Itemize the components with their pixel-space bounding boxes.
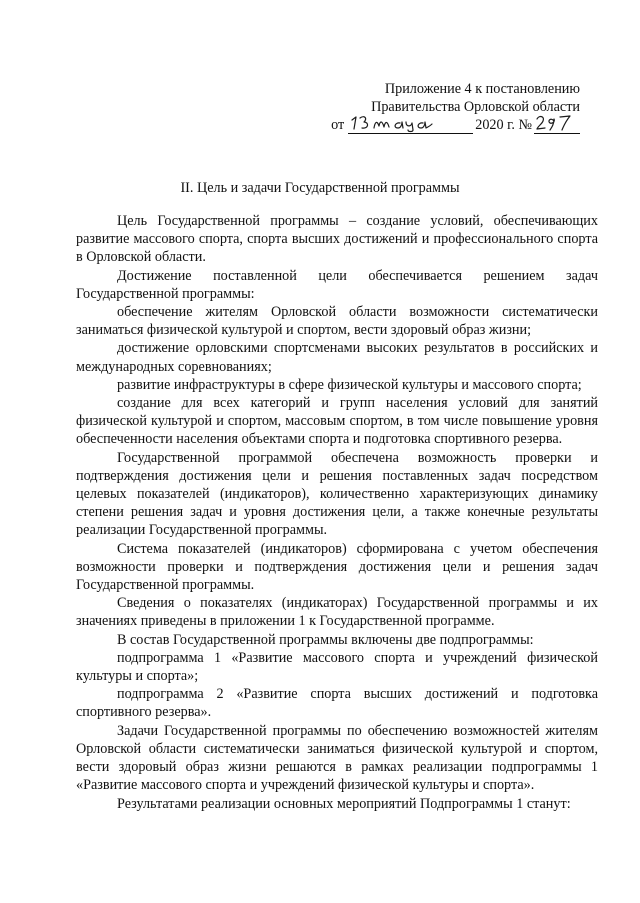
paragraph: создание для всех категорий и групп населения условий для занятий физической культурой и спортом, массовым спортом, в том числе повышение уровня обеспеченности населения объектами спорта и подготовка спортивного резерва. bbox=[76, 395, 598, 448]
appendix-header bbox=[331, 80, 580, 134]
paragraph: развитие инфраструктуры в сфере физической культуры и массового спорта; bbox=[117, 376, 582, 393]
decree-date-number-line bbox=[331, 116, 580, 134]
paragraph: подпрограмма 1 «Развитие массового спорта и учреждений физической культуры и спорта»; bbox=[76, 649, 598, 685]
handwritten-date-ink bbox=[348, 114, 473, 132]
paragraph: Цель Государственной программы – создание условий, обеспечивающих развитие массового спорта, спорта высших достижений и профессионального спорта в Орловской области. bbox=[76, 213, 598, 266]
section-title: II. Цель и задачи Государственной программы bbox=[180, 180, 460, 196]
paragraph: подпрограмма 2 «Развитие спорта высших достижений и подготовка спортивного резерва». bbox=[76, 686, 598, 721]
handwritten-date bbox=[348, 116, 473, 134]
paragraph: Результатами реализации основных мероприятий Подпрограммы 1 станут: bbox=[117, 795, 571, 812]
appendix-line-2: Правительства Орловской области bbox=[371, 99, 580, 115]
year-number-label: 2020 г. № bbox=[475, 117, 532, 133]
document-body bbox=[76, 212, 598, 813]
paragraph: достижение орловскими спортсменами высоких результатов в российских и международных соревнованиях; bbox=[76, 340, 598, 375]
handwritten-number bbox=[534, 116, 580, 134]
paragraph: обеспечение жителям Орловской области возможности систематически заниматься физической культурой и спортом, вести здоровый образ жизни; bbox=[76, 304, 598, 339]
paragraph: Достижение поставленной цели обеспечивается решением задач Государственной программы: bbox=[76, 267, 598, 302]
handwritten-number-ink bbox=[534, 114, 580, 132]
paragraph: В состав Государственной программы включены две подпрограммы: bbox=[117, 631, 534, 648]
from-label: от bbox=[331, 117, 345, 133]
appendix-line-1: Приложение 4 к постановлению bbox=[384, 81, 580, 97]
paragraph: Задачи Государственной программы по обеспечению возможностей жителям Орловской области систематически заниматься физической культурой и спортом, вести здоровый образ жизни решаются в рамках реализации подпрограммы 1 «Развитие массового спорта и учреждений физической культуры и спорта». bbox=[76, 722, 598, 794]
paragraph: Система показателей (индикаторов) сформирована с учетом обеспечения возможности проверки и подтверждения достижения цели и решения задач Государственной программы. bbox=[76, 540, 598, 594]
paragraph: Сведения о показателях (индикаторах) Государственной программы и их значениях приведены в приложении 1 к Государственной программе. bbox=[76, 595, 598, 630]
paragraph: Государственной программой обеспечена возможность проверки и подтверждения достижения цели и решения поставленных задач посредством целевых показателей (индикаторов), количественно характеризующих динамику степени решения задач и уровня достижения цели, а также конечные результаты реализации Государственной программы. bbox=[76, 449, 598, 539]
